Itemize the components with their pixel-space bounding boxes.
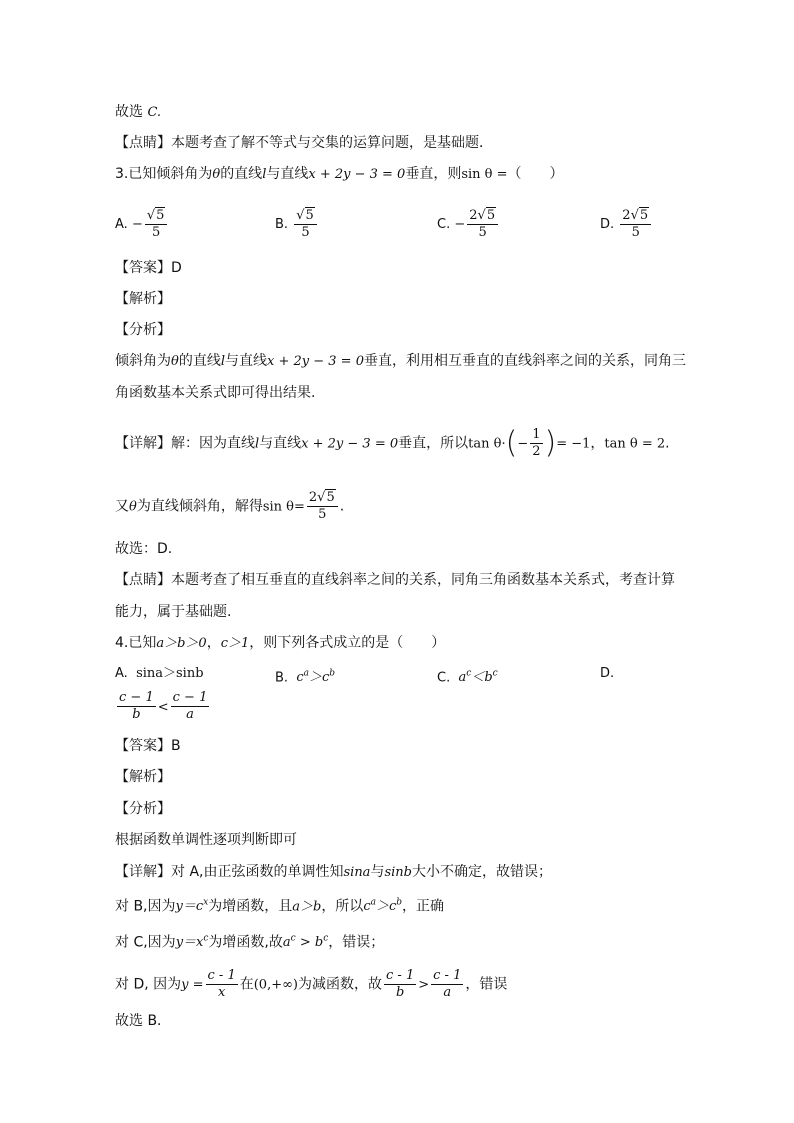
conclusion-line: 故选 C.	[115, 104, 162, 120]
fenxi-heading-4: 【分析】	[115, 801, 171, 817]
option-3a[interactable]: A. − $\frac{√5}{5}$	[115, 208, 169, 241]
detail-3: 【详解】解：因为直线l与直线x + 2y − 3 = 0垂直，所以tan θ·(− $\frac{1}{2}$ )= −1，tan θ = 2.	[115, 425, 670, 461]
question-4: 4.已知a＞b＞0，c＞1，则下列各式成立的是（ ）	[115, 635, 446, 651]
fenxi-4: 根据函数单调性逐项判断即可	[115, 832, 297, 848]
analysis-heading-4: 【解析】	[115, 769, 171, 785]
remark-3-line2: 能力，属于基础题.	[115, 604, 232, 620]
option-3d[interactable]: D. $\frac{2√5}{5}$	[600, 208, 653, 241]
option-4a[interactable]: A. sina＞sinb	[115, 666, 204, 681]
analysis-heading-3: 【解析】	[115, 291, 171, 307]
detail-3b: 又θ为直线倾斜角，解得sin θ= $\frac{2√5}{5}$ .	[115, 490, 345, 522]
detail-4c: 对 C,因为$y=x^c$为增函数,故$a^c > b^c$，错误；	[115, 934, 385, 951]
remark-line: 【点睛】本题考查了解不等式与交集的运算问题，是基础题．	[115, 135, 493, 151]
option-4c[interactable]: C. $a^c<b^c$	[437, 669, 498, 686]
fenxi-heading-3: 【分析】	[115, 322, 171, 338]
option-3b[interactable]: B. $\frac{√5}{5}$	[275, 208, 319, 241]
option-4d-label[interactable]: D.	[600, 666, 615, 681]
detail-4d: 对 D, 因为y = $\frac{c - 1}{x}$ 在(0,+∞)为减函数，故 $\frac{c - 1}{b}$ > $\frac{c - 1}{a}$ ，错误	[115, 968, 508, 1000]
detail-4b: 对 B,因为$y=c^x$为增函数，且a＞b，所以$c^a>c^b$，正确	[115, 898, 445, 915]
option-3c[interactable]: C. − $\frac{2√5}{5}$	[437, 208, 500, 241]
option-4d[interactable]: $\frac{c - 1}{b}$ < $\frac{c - 1}{a}$	[119, 690, 208, 722]
answer-3: 【答案】D	[115, 260, 182, 276]
option-4b[interactable]: B. $c^a>c^b$	[275, 669, 336, 686]
choose-4: 故选 B．	[115, 1013, 172, 1029]
detail-4a: 【详解】对 A,由正弦函数的单调性知sina与sinb大小不确定，故错误；	[115, 864, 552, 880]
choose-3: 故选：D.	[115, 541, 173, 557]
answer-4: 【答案】B	[115, 738, 181, 754]
fenxi-3-line1: 倾斜角为θ的直线l与直线x + 2y − 3 = 0垂直，利用相互垂直的直线斜率之间的关系，同角三	[115, 353, 686, 369]
question-3: 3.已知倾斜角为θ的直线l与直线x + 2y − 3 = 0垂直，则sin θ =（ ）	[115, 166, 564, 182]
remark-3-line1: 【点睛】本题考查了相互垂直的直线斜率之间的关系，同角三角函数基本关系式，考查计算	[115, 572, 675, 588]
fenxi-3-line2: 角函数基本关系式即可得出结果.	[115, 385, 316, 401]
